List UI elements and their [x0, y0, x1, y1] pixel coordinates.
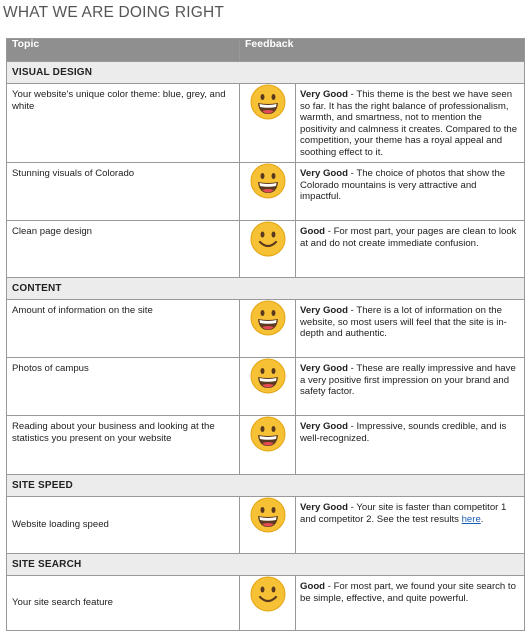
rating-label: Good — [300, 581, 326, 592]
feedback-text: - This theme is the best we have seen so far. It has the right balance of professionalism, warmth, and smartness, not to mention the positivity and calmness it creates. Compared to the competition, your theme has a royal appeal and soothing effect to it. — [300, 89, 518, 158]
grinning-face-icon — [240, 358, 295, 394]
table-row — [7, 221, 525, 278]
test-results-link[interactable]: here — [461, 513, 481, 525]
emoji-cell — [240, 221, 296, 278]
topic-cell: Your site search feature — [7, 576, 240, 631]
table-row — [7, 576, 525, 631]
topic-cell: Photos of campus — [7, 358, 240, 416]
topic-cell: Stunning visuals of Colorado — [7, 163, 240, 221]
rating-label: Very Good — [300, 168, 348, 179]
topic-cell: Your website's unique color theme: blue, grey, and white — [7, 84, 240, 163]
rating-label: Very Good — [300, 363, 348, 374]
feedback-text-end: . — [480, 513, 484, 525]
grinning-face-icon — [240, 497, 295, 533]
feedback-cell — [296, 221, 525, 278]
section-row-content — [7, 278, 525, 300]
section-title: VISUAL DESIGN — [7, 62, 525, 84]
topic-cell: Clean page design — [7, 221, 240, 278]
section-title: SITE SEARCH — [7, 554, 525, 576]
feedback-cell — [296, 163, 525, 221]
rating-label: Very Good — [300, 502, 348, 513]
grinning-face-icon — [240, 416, 295, 452]
column-header-topic: Topic — [7, 39, 240, 62]
smiling-face-icon — [240, 221, 295, 257]
section-row-visual-design — [7, 62, 525, 84]
section-title: SITE SPEED — [7, 475, 525, 497]
feedback-text: - For most part, we found your site search to be simple, effective, and quite powerful. — [300, 581, 516, 604]
rating-label: Good — [300, 226, 326, 237]
feedback-table — [6, 38, 525, 631]
rating-label: Very Good — [300, 421, 348, 432]
feedback-text: - For most part, your pages are clean to look at and do not create immediate confusion. — [300, 226, 517, 249]
section-row-site-speed — [7, 475, 525, 497]
section-row-site-search — [7, 554, 525, 576]
feedback-cell — [296, 358, 525, 416]
feedback-cell — [296, 84, 525, 163]
feedback-cell — [296, 576, 525, 631]
feedback-cell — [296, 300, 525, 358]
table-row — [7, 358, 525, 416]
feedback-cell — [296, 497, 525, 554]
rating-label: Very Good — [300, 305, 348, 316]
emoji-cell — [240, 300, 296, 358]
feedback-text: - The choice of photos that show the Colorado mountains is very attractive and impactful. — [300, 168, 506, 203]
table-row — [7, 84, 525, 163]
table-header-row — [7, 39, 525, 62]
smiling-face-icon — [240, 576, 295, 612]
topic-cell: Website loading speed — [7, 497, 240, 554]
feedback-text: - There is a lot of information on the website, so most users will feel that the site is in-depth and authentic. — [300, 305, 507, 340]
emoji-cell — [240, 163, 296, 221]
table-row — [7, 497, 525, 554]
emoji-cell — [240, 576, 296, 631]
table-row — [7, 416, 525, 475]
emoji-cell — [240, 84, 296, 163]
table-row — [7, 300, 525, 358]
emoji-cell — [240, 497, 296, 554]
grinning-face-icon — [240, 84, 295, 120]
table-row — [7, 163, 525, 221]
page-title: WHAT WE ARE DOING RIGHT — [3, 4, 225, 21]
section-title: CONTENT — [7, 278, 525, 300]
column-header-feedback: Feedback — [240, 39, 525, 62]
topic-cell: Reading about your business and looking at the statistics you present on your website — [7, 416, 240, 475]
grinning-face-icon — [240, 163, 295, 199]
feedback-text: - Impressive, sounds credible, and is well-recognized. — [300, 421, 507, 444]
emoji-cell — [240, 416, 296, 475]
emoji-cell — [240, 358, 296, 416]
grinning-face-icon — [240, 300, 295, 336]
rating-label: Very Good — [300, 89, 348, 100]
feedback-cell — [296, 416, 525, 475]
topic-cell: Amount of information on the site — [7, 300, 240, 358]
feedback-text: - These are really impressive and have a very positive first impression on your brand and safety factor. — [300, 363, 516, 398]
feedback-text: - Your site is faster than competitor 1 and competitor 2. See the test results — [300, 502, 507, 525]
